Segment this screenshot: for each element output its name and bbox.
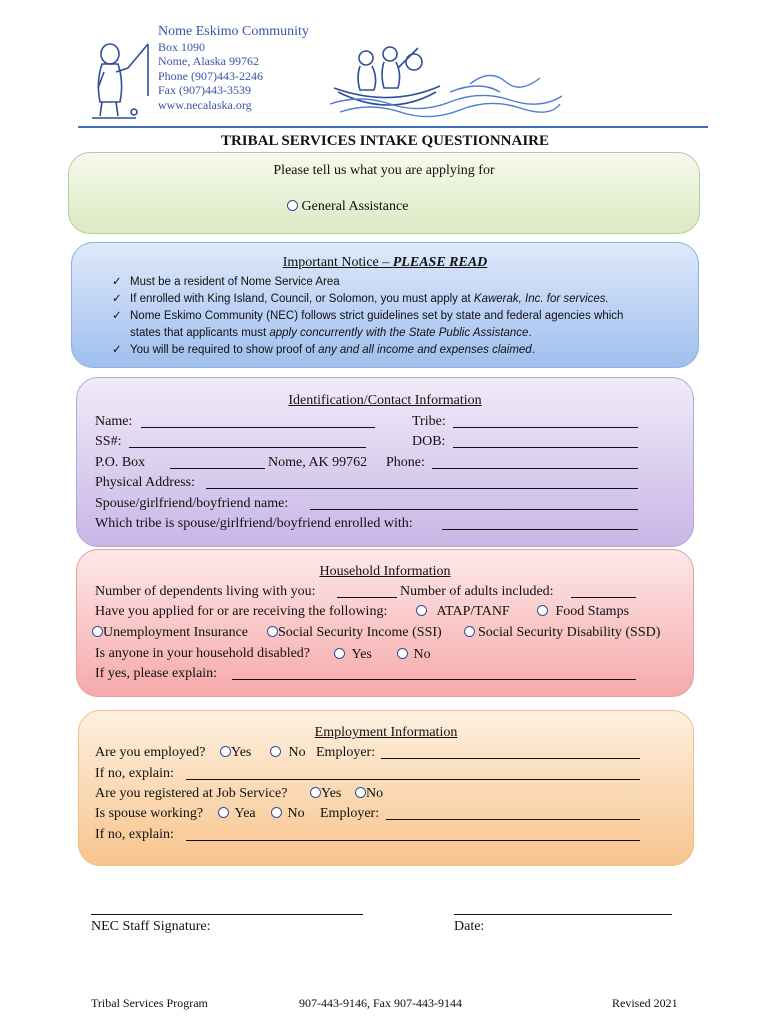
phone-field[interactable] — [432, 468, 638, 469]
employer-label: Employer: — [316, 745, 376, 760]
disabled-no-option[interactable] — [397, 647, 431, 663]
ssi-option[interactable] — [267, 625, 442, 641]
notice-text: Nome Eskimo Community (NEC) follows strict guidelines set by state and federal agencies which — [130, 310, 624, 322]
staff-signature-label: NEC Staff Signature: — [91, 919, 211, 934]
job-service-yes-radio[interactable] — [310, 787, 321, 798]
spouse-no-radio[interactable] — [271, 807, 282, 818]
header-divider — [78, 126, 708, 128]
job-service-no-radio[interactable] — [355, 787, 366, 798]
ssi-radio[interactable] — [267, 626, 278, 637]
applying-prompt: Please tell us what you are applying for — [273, 163, 495, 178]
notice-item — [112, 291, 609, 307]
employed-yes-label: Yes — [231, 745, 252, 760]
disabled-yes-option[interactable] — [334, 647, 372, 663]
notice-text-emph: any and all income and expenses claimed — [318, 344, 532, 356]
food-stamps-label: Food Stamps — [555, 604, 630, 619]
notice-heading — [71, 255, 699, 271]
footer-program: Tribal Services Program — [91, 996, 208, 1010]
phone-label: Phone: — [386, 455, 425, 470]
check-icon: ✓ — [112, 276, 122, 288]
household-heading: Household Information — [319, 564, 451, 579]
dob-label: DOB: — [412, 434, 446, 449]
check-icon: ✓ — [112, 310, 122, 322]
job-service-no-option[interactable] — [355, 786, 383, 802]
notice-item — [112, 274, 340, 290]
employed-no-label: No — [288, 745, 306, 760]
atap-radio[interactable] — [416, 605, 427, 616]
disabled-explain-field[interactable] — [232, 679, 636, 680]
employer-field[interactable] — [381, 758, 640, 759]
ssn-field[interactable] — [129, 447, 366, 448]
phone-line: Phone (907)443-2246 — [158, 68, 263, 83]
spouse-yea-radio[interactable] — [218, 807, 229, 818]
spouse-working-label: Is spouse working? — [95, 806, 204, 821]
ssd-option[interactable] — [464, 625, 660, 641]
address-line: Nome, Alaska 99762 — [158, 54, 259, 68]
job-service-yes-option[interactable] — [310, 786, 341, 802]
ssd-radio[interactable] — [464, 626, 475, 637]
unemployment-option[interactable] — [92, 625, 248, 641]
date-field[interactable] — [454, 914, 672, 915]
check-icon: ✓ — [112, 293, 122, 305]
spouse-name-field[interactable] — [310, 509, 638, 510]
unemployment-label: Unemployment Insurance — [103, 625, 249, 640]
name-label: Name: — [95, 414, 133, 429]
name-field[interactable] — [141, 427, 375, 428]
date-label: Date: — [454, 919, 485, 934]
employed-label: Are you employed? — [95, 745, 206, 760]
staff-signature-field[interactable] — [91, 914, 363, 915]
notice-text-emph: apply concurrently with the State Public Assistance — [269, 327, 529, 339]
spouse-no-label: No — [287, 806, 305, 821]
applied-label: Have you applied for or are receiving the following: — [95, 604, 388, 619]
tribe-label: Tribe: — [412, 414, 446, 429]
job-service-no-label: No — [366, 786, 384, 801]
employed-no-radio[interactable] — [270, 746, 281, 757]
food-stamps-radio[interactable] — [537, 605, 548, 616]
disabled-no-radio[interactable] — [397, 648, 408, 659]
adults-label: Number of adults included: — [400, 584, 554, 599]
disabled-label: Is anyone in your household disabled? — [95, 646, 311, 661]
spouse-explain-field[interactable] — [186, 840, 640, 841]
food-stamps-option[interactable] — [537, 604, 629, 620]
dependents-label: Number of dependents living with you: — [95, 584, 316, 599]
employed-no-option[interactable] — [270, 745, 306, 761]
page-title: TRIBAL SERVICES INTAKE QUESTIONNAIRE — [220, 133, 550, 149]
dependents-field[interactable] — [337, 597, 397, 598]
general-assistance-label: General Assistance — [301, 199, 409, 214]
job-service-yes-label: Yes — [321, 786, 342, 801]
spouse-name-label: Spouse/girlfriend/boyfriend name: — [95, 496, 289, 511]
general-assistance-radio[interactable] — [287, 200, 298, 211]
physical-address-label: Physical Address: — [95, 475, 195, 490]
identification-heading: Identification/Contact Information — [288, 393, 482, 408]
website-link[interactable]: www.necalaska.org — [158, 97, 252, 112]
notice-heading-emph: PLEASE READ — [392, 255, 488, 270]
tribe-field[interactable] — [453, 427, 638, 428]
po-box-field[interactable] — [170, 468, 265, 469]
physical-address-field[interactable] — [206, 488, 638, 489]
notice-text: If enrolled with King Island, Council, or Solomon, you must apply at — [130, 293, 474, 305]
check-icon: ✓ — [112, 344, 122, 356]
notice-heading-prefix: Important Notice – — [282, 255, 393, 270]
footer-phone: 907-443-9146, Fax 907-443-9144 — [299, 996, 462, 1010]
ssn-label: SS#: — [95, 434, 122, 449]
notice-text: . — [528, 327, 532, 339]
ssi-label: Social Security Income (SSI) — [278, 625, 442, 640]
disabled-no-label: No — [413, 647, 431, 662]
spouse-employer-label: Employer: — [320, 806, 380, 821]
org-header — [158, 25, 309, 112]
notice-text: . — [531, 344, 535, 356]
spouse-tribe-field[interactable] — [442, 529, 638, 530]
notice-item-continued — [130, 325, 532, 341]
unemployment-radio[interactable] — [92, 626, 103, 637]
employment-explain-field[interactable] — [186, 779, 640, 780]
disabled-yes-label: Yes — [351, 647, 372, 662]
atap-option[interactable] — [416, 604, 510, 620]
adults-field[interactable] — [571, 597, 636, 598]
spouse-tribe-label: Which tribe is spouse/girlfriend/boyfriend enrolled with: — [95, 516, 413, 531]
spouse-employer-field[interactable] — [386, 819, 640, 820]
ssd-label: Social Security Disability (SSD) — [478, 625, 661, 640]
fax-line: Fax (907)443-3539 — [158, 83, 251, 97]
notice-text-emph: Kawerak, Inc. for services. — [473, 293, 609, 305]
spouse-yea-label: Yea — [234, 806, 256, 821]
notice-text: Must be a resident of Nome Service Area — [130, 276, 340, 288]
org-name: Nome Eskimo Community — [158, 24, 309, 39]
footer-revised: Revised 2021 — [612, 996, 678, 1010]
city-label: Nome, AK 99762 — [268, 455, 368, 470]
employed-yes-option[interactable] — [220, 745, 251, 761]
address-line: Box 1090 — [158, 39, 206, 54]
employment-heading: Employment Information — [314, 725, 458, 740]
notice-item — [112, 308, 623, 324]
disabled-explain-label: If yes, please explain: — [95, 666, 218, 681]
dob-field[interactable] — [453, 447, 638, 448]
spouse-explain-label: If no, explain: — [95, 827, 174, 842]
notice-item — [112, 342, 535, 358]
spouse-no-option[interactable] — [271, 806, 305, 822]
employment-explain-label: If no, explain: — [95, 766, 174, 781]
general-assistance-option[interactable] — [287, 199, 408, 215]
spouse-yea-option[interactable] — [218, 806, 256, 822]
figure-fishing-logo — [86, 38, 152, 122]
disabled-yes-radio[interactable] — [334, 648, 345, 659]
atap-label: ATAP/TANF — [436, 604, 510, 619]
notice-text: states that applicants must — [130, 327, 270, 339]
employed-yes-radio[interactable] — [220, 746, 231, 757]
notice-text: You will be required to show proof of — [130, 344, 319, 356]
boat-and-waves-logo — [330, 38, 562, 124]
job-service-label: Are you registered at Job Service? — [95, 786, 288, 801]
po-box-label: P.O. Box — [95, 455, 146, 470]
